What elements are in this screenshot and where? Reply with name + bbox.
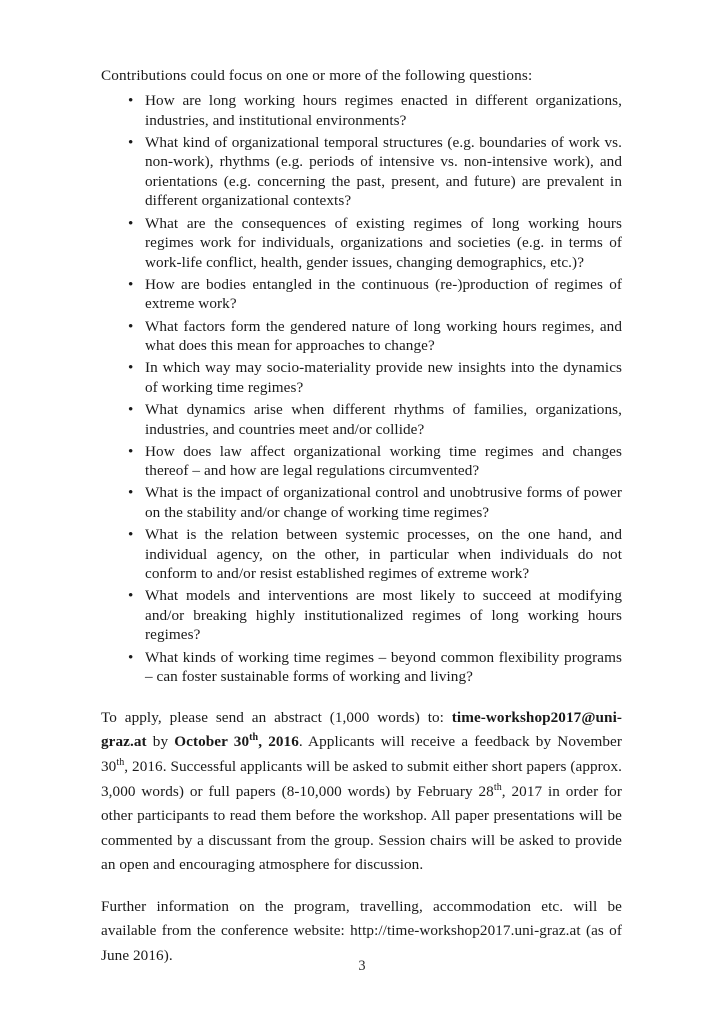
list-item <box>101 483 622 522</box>
question-text: In which way may socio-materiality provide new insights into the dynamics of working time regimes? <box>145 359 622 396</box>
bullet-icon: • <box>128 92 134 109</box>
bullet-icon: • <box>128 442 134 460</box>
question-text: What is the impact of organizational control and unobtrusive forms of power on the stability and/or change of working time regimes? <box>145 484 622 521</box>
question-text: What kind of organizational temporal structures (e.g. boundaries of work vs. non-work), rhythms (e.g. periods of intensive vs. non-intensive work), and orientations (e.g. concerning the past, present, and future) are prevalent in different organizational contexts? <box>145 133 622 210</box>
question-text: What dynamics arise when different rhythms of families, organizations, industries, and countries meet and/or collide? <box>145 400 622 438</box>
bullet-icon: • <box>128 587 134 605</box>
deadline-ordinal-suffix: th <box>249 732 259 744</box>
question-text: How are bodies entangled in the continuous (re-)production of regimes of extreme work? <box>145 275 622 313</box>
list-item <box>101 275 622 314</box>
list-item <box>101 525 622 584</box>
list-item <box>101 214 622 273</box>
apply-text-3: . Applicants will receive a feedback by November 30 <box>101 733 622 775</box>
question-text: What is the relation between systemic processes, on the one hand, and individual agency, on the other, in particular when individuals do not conform to and/or resist established regimes of extreme work? <box>145 525 622 583</box>
question-text: What kinds of working time regimes – beyond common flexibility programs – can foster sustainable forms of working and living? <box>145 648 622 686</box>
bullet-icon: • <box>128 275 134 293</box>
page-content <box>101 66 622 969</box>
list-item <box>101 586 622 645</box>
feedback-ordinal-suffix: th <box>116 756 125 768</box>
deadline-date <box>174 733 299 750</box>
bullet-icon: • <box>128 359 134 377</box>
question-text: What factors form the gendered nature of long working hours regimes, and what does this mean for approaches to change? <box>145 317 622 355</box>
apply-text-4: , 2016. Successful applicants will be asked to submit either short papers (approx. 3,000 words) or full papers (8-10,000 words) by February 28 <box>101 757 622 800</box>
apply-text-5: , 2017 in order for other participants to read them before the workshop. All paper presentations will be commented by a discussant from the group. Session chairs will be asked to provide an open and encouraging atmosphere for discussion. <box>101 782 622 874</box>
list-item <box>101 358 622 397</box>
list-item <box>101 648 622 687</box>
further-text-2: (as of June 2016). <box>101 922 622 965</box>
question-text: What are the consequences of existing regimes of long working hours regimes work for individuals, organizations and societies (e.g. in terms of work-life conflict, health, gender issues, changing demographics, etc.)? <box>145 214 622 271</box>
apply-text-2: by <box>146 733 175 751</box>
deadline-year: , 2016 <box>258 733 299 751</box>
intro-line: Contributions could focus on one or more of the following questions: <box>101 67 533 84</box>
bullet-icon: • <box>128 648 134 666</box>
apply-text-1: To apply, please send an abstract (1,000 words) to: <box>101 708 452 726</box>
further-text-1: Further information on the program, travelling, accommodation etc. will be available from the conference website: <box>101 897 622 940</box>
question-text: How does law affect organizational working time regimes and changes thereof – and how are legal regulations circumvented? <box>145 442 622 480</box>
list-item <box>101 317 622 356</box>
apply-paragraph <box>101 706 622 878</box>
question-text: How are long working hours regimes enacted in different organizations, industries, and institutional environments? <box>145 92 622 129</box>
conference-website-url: http://time-workshop2017.uni-graz.at <box>350 922 581 940</box>
bullet-icon: • <box>128 133 134 151</box>
page-number: 3 <box>358 958 366 974</box>
bullet-icon: • <box>128 317 134 335</box>
bullet-icon: • <box>128 525 134 543</box>
list-item <box>101 442 622 481</box>
question-list <box>101 91 622 687</box>
question-text: What models and interventions are most likely to succeed at modifying and/or breaking highly institutionalized regimes of long working hours regimes? <box>145 587 622 644</box>
bullet-icon: • <box>128 484 134 502</box>
deadline-month-day: October 30 <box>174 733 250 751</box>
list-item <box>101 133 622 211</box>
bullet-icon: • <box>128 214 134 232</box>
paper-ordinal-suffix: th <box>493 781 502 793</box>
contact-email: time-workshop2017@uni-graz.at <box>101 708 622 751</box>
list-item <box>101 91 622 130</box>
list-item <box>101 400 622 439</box>
bullet-icon: • <box>128 400 134 418</box>
